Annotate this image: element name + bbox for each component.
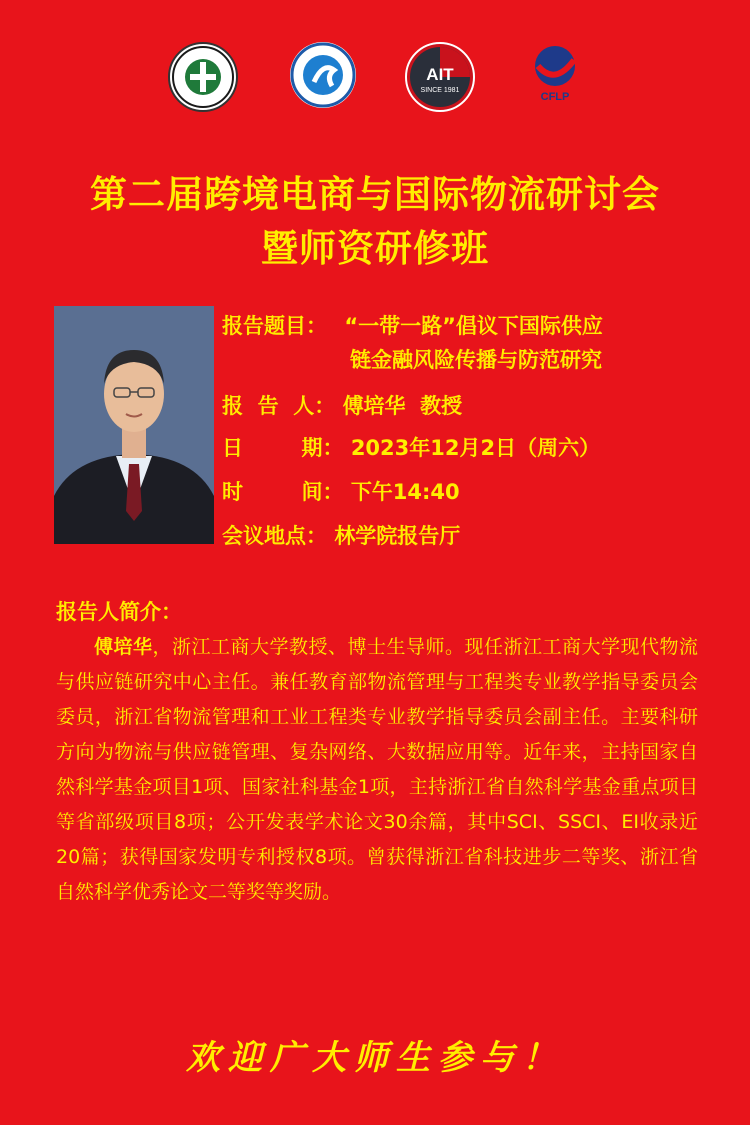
event-subtitle: 暨师资研修班 <box>261 226 489 270</box>
simulation-society-icon <box>290 42 356 108</box>
date-row <box>222 432 600 462</box>
bio-heading: 报告人简介： <box>56 600 182 624</box>
bio-name: 傅培华 <box>94 636 153 658</box>
university-seal-icon <box>168 42 238 112</box>
speaker-photo <box>54 306 214 544</box>
topic-label: 报告题目： <box>222 314 327 338</box>
svg-text:CFLP: CFLP <box>540 91 570 103</box>
time-label: 时 间： <box>222 480 344 504</box>
cflp-logo-icon <box>522 42 588 108</box>
svg-text:SINCE 1981: SINCE 1981 <box>420 87 460 94</box>
speaker-value: 傅培华 教授 <box>342 394 463 418</box>
date-value: 2023年12月2日（周六） <box>350 436 601 460</box>
welcome-message: 欢迎广大师生参与！ <box>186 1038 564 1078</box>
time-value: 下午14:40 <box>350 480 460 504</box>
time-row <box>222 476 460 506</box>
venue-label: 会议地点： <box>222 524 327 548</box>
topic-row <box>222 310 603 340</box>
speaker-label: 报 告 人： <box>222 394 336 418</box>
topic-value-line1: “一带一路”倡议下国际供应 <box>344 314 603 338</box>
logo-row <box>0 42 750 118</box>
topic-value-line2: 链金融风险传播与防范研究 <box>350 348 602 372</box>
venue-value: 林学院报告厅 <box>334 524 461 548</box>
date-label: 日 期： <box>222 436 344 460</box>
bio-text: ，浙江工商大学教授、博士生导师。现任浙江工商大学现代物流与供应链研究中心主任。兼任教育部物流管理与工程类专业教学指导委员会委员，浙江省物流管理和工业工程类专业教学指导委员会副主任。主要科研方向为物流与供应链管理、复杂网络、大数据应用等。近年来，主持国家自然科学基金项目1项、国家社科基金1项，主持浙江省自然科学基金重点项目等省部级项目8项；公开发表学术论文30余篇，其中SCI、SSCI、EI收录近20篇；获得国家发明专利授权8项。曾获得浙江省科技进步二等奖、浙江省自然科学优秀论文二等奖等奖励。 <box>56 636 698 903</box>
event-title: 第二届跨境电商与国际物流研讨会 <box>90 172 660 216</box>
svg-text:AIT: AIT <box>426 65 454 84</box>
bio-paragraph <box>56 630 698 910</box>
topic-row-2 <box>350 344 602 374</box>
speaker-row <box>222 390 462 420</box>
ait-logo-icon <box>405 42 475 112</box>
venue-row <box>222 520 460 550</box>
